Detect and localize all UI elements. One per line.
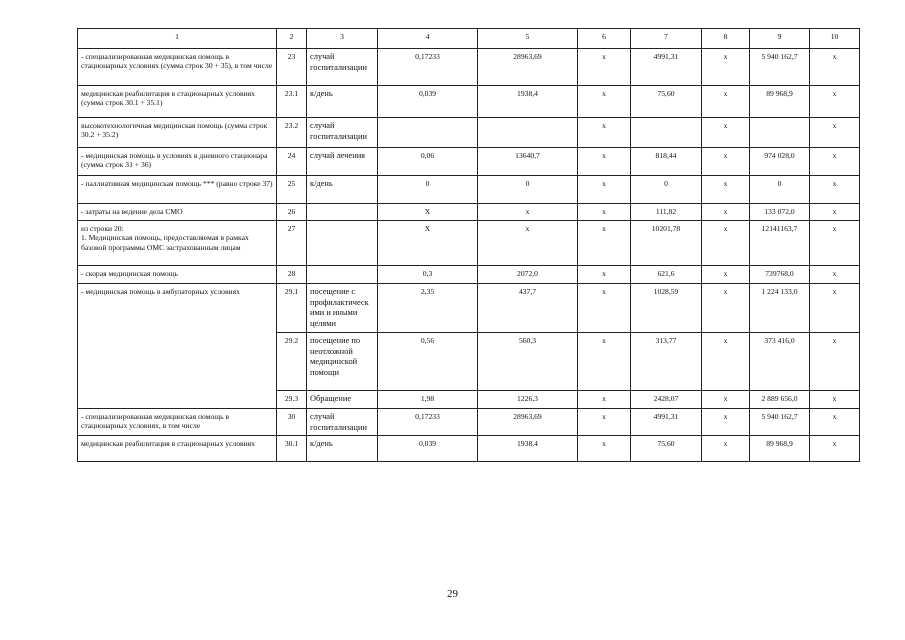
row-name-cell: - затраты на ведение дела СМО — [78, 204, 277, 221]
value-cell-c5: 1938,4 — [478, 436, 578, 462]
value-cell-c8: х — [702, 391, 750, 409]
value-cell-c10: х — [810, 49, 860, 86]
value-cell-c7: 4991,31 — [631, 49, 702, 86]
table-row — [78, 148, 860, 176]
value-cell-c4: 0,3 — [378, 266, 478, 284]
value-cell-c5 — [478, 118, 578, 148]
value-cell-c4: 0,56 — [378, 333, 478, 391]
table-row — [78, 409, 860, 436]
value-cell-c5: 2072,0 — [478, 266, 578, 284]
value-cell-c4: 0,039 — [378, 436, 478, 462]
row-name-cell: - специализированная медицинская помощь в стационарных условиях, в том числе — [78, 409, 277, 436]
row-name-cell: из строки 20: 1. Медицинская помощь, предоставляемая в рамках базовой программы ОМС застрахованным лицам — [78, 221, 277, 266]
value-cell-c7: 818,44 — [631, 148, 702, 176]
value-cell-c7: 2428,07 — [631, 391, 702, 409]
value-cell-c4: Х — [378, 204, 478, 221]
row-number-cell: 23.2 — [277, 118, 307, 148]
value-cell-c6: х — [578, 49, 631, 86]
value-cell-c4 — [378, 118, 478, 148]
value-cell-c5: 1938,4 — [478, 86, 578, 118]
unit-cell — [307, 221, 378, 266]
row-number-cell: 26 — [277, 204, 307, 221]
row-name-cell: медицинская реабилитация в стационарных условиях — [78, 436, 277, 462]
value-cell-c9: 89 968,9 — [750, 86, 810, 118]
header-cell: 5 — [478, 29, 578, 49]
table-row — [78, 118, 860, 148]
value-cell-c7: 75,60 — [631, 436, 702, 462]
row-number-cell: 29.3 — [277, 391, 307, 409]
row-name-cell: - паллиативная медицинская помощь *** (равно строке 37) — [78, 176, 277, 204]
value-cell-c4: 0,06 — [378, 148, 478, 176]
value-cell-c9: 5 940 162,7 — [750, 409, 810, 436]
value-cell-c5: 0 — [478, 176, 578, 204]
unit-cell: к/день — [307, 86, 378, 118]
header-cell: 3 — [307, 29, 378, 49]
value-cell-c9: 89 968,9 — [750, 436, 810, 462]
header-cell: 6 — [578, 29, 631, 49]
value-cell-c5: х — [478, 221, 578, 266]
row-name-cell: медицинская реабилитация в стационарных условиях (сумма строк 30.1 + 35.1) — [78, 86, 277, 118]
header-cell: 4 — [378, 29, 478, 49]
value-cell-c8: х — [702, 221, 750, 266]
value-cell-c7: 10201,78 — [631, 221, 702, 266]
table-row — [78, 436, 860, 462]
value-cell-c10: х — [810, 266, 860, 284]
value-cell-c8: х — [702, 266, 750, 284]
value-cell-c6: х — [578, 391, 631, 409]
row-name-cell: - скорая медицинская помощь — [78, 266, 277, 284]
unit-cell: к/день — [307, 436, 378, 462]
row-number-cell: 23 — [277, 49, 307, 86]
header-cell: 10 — [810, 29, 860, 49]
header-cell: 2 — [277, 29, 307, 49]
value-cell-c6: х — [578, 221, 631, 266]
value-cell-c7: 4991,31 — [631, 409, 702, 436]
row-number-cell: 30 — [277, 409, 307, 436]
table-row — [78, 221, 860, 266]
value-cell-c9: 974 028,0 — [750, 148, 810, 176]
value-cell-c6: х — [578, 409, 631, 436]
unit-cell: случай госпитализации — [307, 409, 378, 436]
unit-cell — [307, 266, 378, 284]
value-cell-c10: х — [810, 436, 860, 462]
row-number-cell: 23.1 — [277, 86, 307, 118]
unit-cell — [307, 204, 378, 221]
value-cell-c5: 13640,7 — [478, 148, 578, 176]
table-row — [78, 266, 860, 284]
value-cell-c10: х — [810, 333, 860, 391]
header-cell: 9 — [750, 29, 810, 49]
table-row — [78, 86, 860, 118]
unit-cell: посещение по неотложной медицинской помощи — [307, 333, 378, 391]
unit-cell: к/день — [307, 176, 378, 204]
value-cell-c6: х — [578, 148, 631, 176]
table-row — [78, 204, 860, 221]
value-cell-c4: 0 — [378, 176, 478, 204]
row-name-cell: - медицинская помощь в амбулаторных условиях — [78, 284, 277, 409]
value-cell-c5: х — [478, 204, 578, 221]
value-cell-c4: 2,35 — [378, 284, 478, 333]
value-cell-c4: 0,039 — [378, 86, 478, 118]
value-cell-c5: 560,3 — [478, 333, 578, 391]
value-cell-c7: 75,60 — [631, 86, 702, 118]
table-row — [78, 284, 860, 333]
value-cell-c7 — [631, 118, 702, 148]
value-cell-c9: 12141163,7 — [750, 221, 810, 266]
value-cell-c4: 1,98 — [378, 391, 478, 409]
value-cell-c8: х — [702, 204, 750, 221]
value-cell-c10: х — [810, 148, 860, 176]
unit-cell: Обращение — [307, 391, 378, 409]
value-cell-c9: 2 889 656,0 — [750, 391, 810, 409]
value-cell-c5: 437,7 — [478, 284, 578, 333]
page-number: 29 — [447, 588, 458, 600]
value-cell-c8: х — [702, 409, 750, 436]
header-cell: 1 — [78, 29, 277, 49]
row-number-cell: 24 — [277, 148, 307, 176]
value-cell-c8: х — [702, 148, 750, 176]
value-cell-c9 — [750, 118, 810, 148]
value-cell-c9: 373 416,0 — [750, 333, 810, 391]
value-cell-c6: х — [578, 204, 631, 221]
value-cell-c5: 28963,69 — [478, 409, 578, 436]
value-cell-c6: х — [578, 436, 631, 462]
row-name-cell: высокотехнологичная медицинская помощь (сумма строк 30.2 + 35.2) — [78, 118, 277, 148]
row-name-cell: - специализированная медицинская помощь в стационарных условиях (сумма строк 30 + 35), в том числе — [78, 49, 277, 86]
value-cell-c4: 0,17233 — [378, 409, 478, 436]
value-cell-c6: х — [578, 284, 631, 333]
row-number-cell: 27 — [277, 221, 307, 266]
table-row — [78, 49, 860, 86]
value-cell-c10: х — [810, 86, 860, 118]
row-number-cell: 29.2 — [277, 333, 307, 391]
value-cell-c10: х — [810, 391, 860, 409]
value-cell-c8: х — [702, 118, 750, 148]
row-number-cell: 30.1 — [277, 436, 307, 462]
value-cell-c10: х — [810, 409, 860, 436]
value-cell-c9: 739768,0 — [750, 266, 810, 284]
value-cell-c10: х — [810, 118, 860, 148]
value-cell-c6: х — [578, 86, 631, 118]
value-cell-c4: 0,17233 — [378, 49, 478, 86]
value-cell-c9: 1 224 133,0 — [750, 284, 810, 333]
row-number-cell: 25 — [277, 176, 307, 204]
value-cell-c8: х — [702, 49, 750, 86]
value-cell-c10: х — [810, 221, 860, 266]
value-cell-c9: 5 940 162,7 — [750, 49, 810, 86]
unit-cell: случай госпитализации — [307, 49, 378, 86]
value-cell-c4: Х — [378, 221, 478, 266]
unit-cell: случай госпитализации — [307, 118, 378, 148]
value-cell-c8: х — [702, 333, 750, 391]
value-cell-c8: х — [702, 176, 750, 204]
value-cell-c6: х — [578, 176, 631, 204]
value-cell-c7: 0 — [631, 176, 702, 204]
row-name-cell: - медицинская помощь в условиях в дневного стационара (сумма строк 31 + 36) — [78, 148, 277, 176]
table-row — [78, 176, 860, 204]
value-cell-c6: х — [578, 118, 631, 148]
data-table — [77, 28, 860, 462]
unit-cell: случай лечения — [307, 148, 378, 176]
value-cell-c7: 1028,59 — [631, 284, 702, 333]
value-cell-c10: х — [810, 284, 860, 333]
value-cell-c7: 621,6 — [631, 266, 702, 284]
header-cell: 7 — [631, 29, 702, 49]
value-cell-c9: 133 072,0 — [750, 204, 810, 221]
value-cell-c7: 313,77 — [631, 333, 702, 391]
value-cell-c9: 0 — [750, 176, 810, 204]
value-cell-c5: 28963,69 — [478, 49, 578, 86]
unit-cell: посещение с профилактическ ими и иными целями — [307, 284, 378, 333]
value-cell-c8: х — [702, 436, 750, 462]
value-cell-c8: х — [702, 284, 750, 333]
value-cell-c7: 111,82 — [631, 204, 702, 221]
value-cell-c10: х — [810, 204, 860, 221]
value-cell-c6: х — [578, 266, 631, 284]
value-cell-c5: 1226,3 — [478, 391, 578, 409]
header-row — [78, 29, 860, 49]
value-cell-c8: х — [702, 86, 750, 118]
value-cell-c6: х — [578, 333, 631, 391]
value-cell-c10: х — [810, 176, 860, 204]
row-number-cell: 28 — [277, 266, 307, 284]
row-number-cell: 29.1 — [277, 284, 307, 333]
header-cell: 8 — [702, 29, 750, 49]
